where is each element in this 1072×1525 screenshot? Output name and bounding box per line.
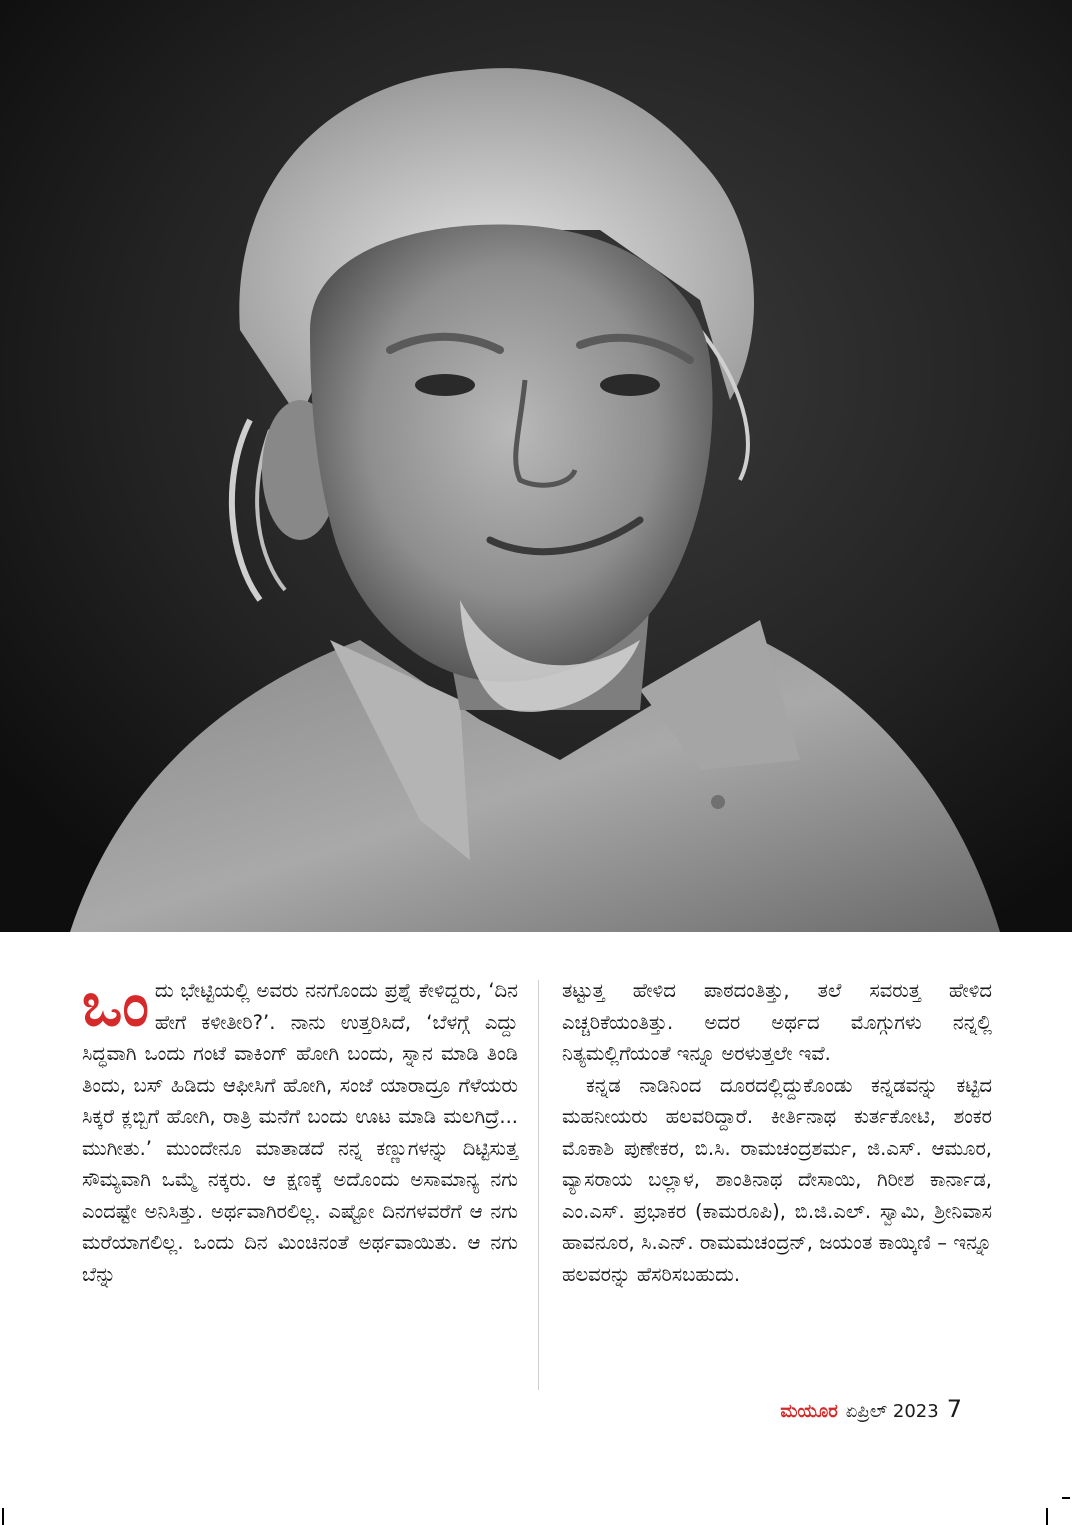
page-number: 7 [946, 1395, 962, 1423]
issue-date: ಏಪ್ರಿಲ್ 2023 [845, 1401, 939, 1422]
article-column-left [82, 970, 518, 1290]
magazine-brand: ಮಯೂರ [780, 1401, 838, 1422]
crop-mark-right [1046, 1508, 1048, 1525]
column-divider [538, 980, 539, 1390]
article-column-right [562, 975, 992, 1290]
article-paragraph-1-text: ದು ಭೇಟ್ಟಿಯಲ್ಲಿ ಅವರು ನನಗೊಂದು ಪ್ರಶ್ನೆ ಕೇಳಿದ್ದರು, ‘ದಿನ ಹೇಗೆ ಕಳೀತೀರಿ?’. ನಾನು ಉತ್ತರಿಸಿದೆ, ‘ಬೆಳಗ್ಗೆ ಎದ್ದು ಸಿದ್ಧವಾಗಿ ಒಂದು ಗಂಟೆ ವಾಕಿಂಗ್ ಹೋಗಿ ಬಂದು, ಸ್ನಾನ ಮಾಡಿ ತಿಂಡಿ ತಿಂದು, ಬಸ್ ಹಿಡಿದು ಆಫೀಸಿಗೆ ಹೋಗಿ, ಸಂಜೆ ಯಾರಾದ್ರೂ ಗೆಳೆಯರು ಸಿಕ್ಕರೆ ಕ್ಲಬ್ಬಿಗೆ ಹೋಗಿ, ರಾತ್ರಿ ಮನೆಗೆ ಬಂದು ಊಟ ಮಾಡಿ ಮಲಗಿದ್ರೆ... ಮುಗೀತು.’ ಮುಂದೇನೂ ಮಾತಾಡದೆ ನನ್ನ ಕಣ್ಣುಗಳನ್ನು ದಿಟ್ಟಿಸುತ್ತ ಸೌಮ್ಯವಾಗಿ ಒಮ್ಮೆ ನಕ್ಕರು. ಆ ಕ್ಷಣಕ್ಕೆ ಅದೊಂದು ಅಸಾಮಾನ್ಯ ನಗು ಎಂದಷ್ಟೇ ಅನಿಸಿತ್ತು. ಅರ್ಥವಾಗಿರಲಿಲ್ಲ. ಎಷ್ಟೋ ದಿನಗಳವರೆಗೆ ಆ ನಗು ಮರೆಯಾಗಲಿಲ್ಲ. ಒಂದು ದಿನ ಮಿಂಚಿನಂತೆ ಅರ್ಥವಾಯಿತು. ಆ ನಗು ಬೆನ್ನು [82, 979, 518, 1286]
article-paragraph-1 [82, 970, 518, 1290]
page-footer [780, 1395, 962, 1423]
crop-mark-right-edge [1062, 1497, 1070, 1499]
article-paragraph-2: ತಟ್ಟುತ್ತ ಹೇಳಿದ ಪಾಠದಂತಿತ್ತು, ತಲೆ ಸವರುತ್ತ ಹೇಳಿದ ಎಚ್ಚರಿಕೆಯಂತಿತ್ತು. ಅದರ ಅರ್ಥದ ಮೊಗ್ಗುಗಳು ನನ್ನಲ್ಲಿ ನಿತ್ಯಮಲ್ಲಿಗೆಯಂತೆ ಇನ್ನೂ ಅರಳುತ್ತಲೇ ಇವೆ. [562, 979, 992, 1065]
article-paragraph-3: ಕನ್ನಡ ನಾಡಿನಿಂದ ದೂರದಲ್ಲಿದ್ದುಕೊಂಡು ಕನ್ನಡವನ್ನು ಕಟ್ಟಿದ ಮಹನೀಯರು ಹಲವರಿದ್ದಾರೆ. ಕೀರ್ತಿನಾಥ ಕುರ್ತಕೋಟಿ, ಶಂಕರ ಮೊಕಾಶಿ ಪುಣೇಕರ, ಬಿ.ಸಿ. ರಾಮಚಂದ್ರಶರ್ಮ, ಜಿ.ಎಸ್. ಆಮೂರ, ವ್ಯಾಸರಾಯ ಬಲ್ಲಾಳ, ಶಾಂತಿನಾಥ ದೇಸಾಯಿ, ಗಿರೀಶ ಕಾರ್ನಾಡ, ಎಂ.ಎಸ್. ಪ್ರಭಾಕರ (ಕಾಮರೂಪಿ), ಬಿ.ಜಿ.ಎಲ್. ಸ್ವಾಮಿ, ಶ್ರೀನಿವಾಸ ಹಾವನೂರ, ಸಿ.ಎನ್. ರಾಮಮಚಂದ್ರನ್, ಜಯಂತ ಕಾಯ್ಕಿಣಿ – ಇನ್ನೂ ಹಲವರನ್ನು ಹೆಸರಿಸಬಹುದು. [562, 1073, 992, 1286]
drop-cap: ಒಂ [82, 970, 149, 1040]
crop-mark-left [2, 1508, 4, 1525]
